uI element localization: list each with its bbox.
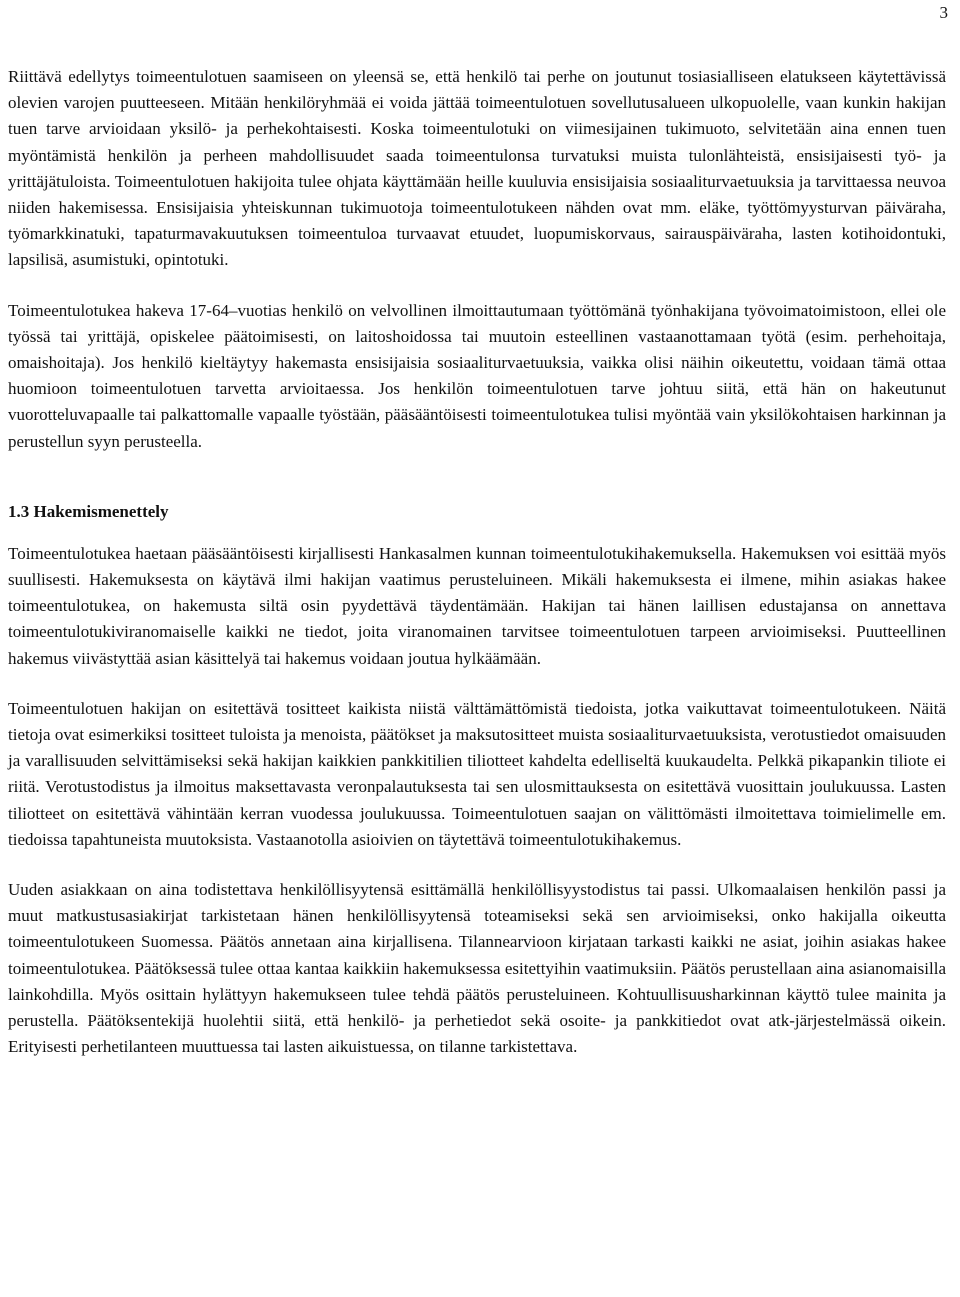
paragraph-required-documents: Toimeentulotuen hakijan on esitettävä tositteet kaikista niistä välttämättömistä tiedoista, jotka vaikuttavat toimeentulotukeen. Näitä tietoja ovat esimerkiksi tositteet tuloista ja menoista, päätökset ja maksutositteet muista sosiaaliturvaetuuksista, verotustiedot omaisuuden ja varallisuuden selvittämiseksi sekä hakijan kaikkien pankkitilien tiliotteet kahdelta edelliseltä kuukaudelta. Pelkkä pikapankin tiliote ei riitä. Verotustodistus ja ilmoitus maksettavasta veronpalautuksesta tai sen ulosmittauksesta on esitettävä vuosittain joulukuussa. Lasten tiliotteet on esitettävä vähintään kerran vuodessa joulukuussa. Toimeentulotuen saajan on välittömästi ilmoitettava toimielimelle em. tiedoissa tapahtuneista muutoksista. Vastaanotolla asioivien on täytettävä toimeentulotukihakemus. (8, 698, 946, 849)
page-number: 3 (939, 3, 948, 22)
paragraph-identity-and-decision: Uuden asiakkaan on aina todistettava henkilöllisyytensä esittämällä henkilöllisyystodistus tai passi. Ulkomaalaisen henkilön passi ja muut matkustusasiakirjat tarkistetaan hänen henkilöllisyytensä toteamiseksi sekä sen arvioimiseksi, onko hakijalla oikeutta toimeentulotukeen Suomessa. Päätös annetaan aina kirjallisena. Tilannearvioon kirjataan tarkasti kaikki ne asiat, joihin asiakas hakee toimeentulotukea. Päätöksessä tulee ottaa kantaa kaikkiin hakemuksessa esitettyihin vaatimuksiin. Päätös perustellaan aina asianomaisilla lainkohdilla. Myös osittain hylättyyn hakemukseen tulee tehdä päätös perusteluineen. Kohtuullisuusharkinnan käyttö tulee mainita ja perustella. Päätöksentekijä huolehtii siitä, että henkilö- ja perhetiedot sekä osoite- ja pankkitiedot ovat atk-järjestelmässä oikein. Erityisesti perhetilanteen muuttuessa tai lasten aikuistuessa, on tilanne tarkistettava. (8, 880, 946, 1057)
paragraph-application: Toimeentulotukea haetaan pääsääntöisesti kirjallisesti Hankasalmen kunnan toimeentulotukihakemuksella. Hakemuksen voi esittää myös suullisesti. Hakemuksesta on käytävä ilmi hakijan vaatimus perusteluineen. Mikäli hakemuksesta ei ilmene, mihin asiakas hakee toimeentulotukea, on hakemusta siltä osin pyydettävä täydentämään. Hakijan tai hänen laillisen edustajansa on annettava toimeentulotukiviranomaiselle kaikki ne tiedot, joita viranomainen tarvitsee toimeentulotuen tarpeen arvioimiseksi. Puutteellinen hakemus viivästyttää asian käsittelyä tai hakemus voidaan joutua hylkäämään. (8, 543, 946, 668)
document-body (8, 64, 946, 1061)
section-heading: 1.3 Hakemismenettely (8, 501, 169, 521)
paragraph-job-seeker-obligation: Toimeentulotukea hakeva 17-64–vuotias henkilö on velvollinen ilmoittautumaan työttömänä työnhakijana työvoimatoimistoon, ellei ole työssä tai yrittäjä, opiskelee päätoimisesti, on laitoshoidossa tai muutoin esteellinen vastaanottamaan työtä (esim. perhehoitaja, omaishoitaja). Jos henkilö kieltäytyy hakemasta ensisijaisia sosiaaliturvaetuuksia, vaikka olisi näihin oikeutettu, voidaan tämä ottaa huomioon toimeentulotuen tarvetta arvioitaessa. Jos henkilön toimeentulotuen tarve johtuu siitä, että hän on hakeutunut vuorotteluvapaalle tai palkattomalle vapaalle työstään, pääsääntöisesti toimeentulotukea tulisi myöntää vain yksilökohtaisen harkinnan ja perustellun syyn perusteella. (8, 300, 946, 451)
paragraph-eligibility: Riittävä edellytys toimeentulotuen saamiseen on yleensä se, että henkilö tai perhe on joutunut tosiasialliseen elatukseen käytettävissä olevien varojen puutteeseen. Mitään henkilöryhmää ei voida jättää toimeentulotuen sovellutusalueen ulkopuolelle, vaan kunkin hakijan tuen tarve arvioidaan yksilö- ja perhekohtaisesti. Koska toimeentulotuki on viimesijainen tukimuoto, selvitetään aina ennen tuen myöntämistä henkilön ja perheen mahdollisuudet saada toimeentulonsa turvatuksi muista tulonlähteistä, ensisijaisesti työ- ja yrittäjätuloista. Toimeentulotuen hakijoita tulee ohjata käyttämään heille kuuluvia ensisijaisia sosiaaliturvaetuuksia ja tarvittaessa neuvoa niiden hakemisessa. Ensisijaisia yhteiskunnan tukimuotoja toimeentulotukeen nähden ovat mm. eläke, työttömyysturvan päiväraha, työmarkkinatuki, tapaturmavakuutuksen toimeentuloa turvaavat etuudet, luopumiskorvaus, sairauspäiväraha, lasten kotihoidontuki, lapsilisä, asumistuki, opintotuki. (8, 67, 946, 270)
